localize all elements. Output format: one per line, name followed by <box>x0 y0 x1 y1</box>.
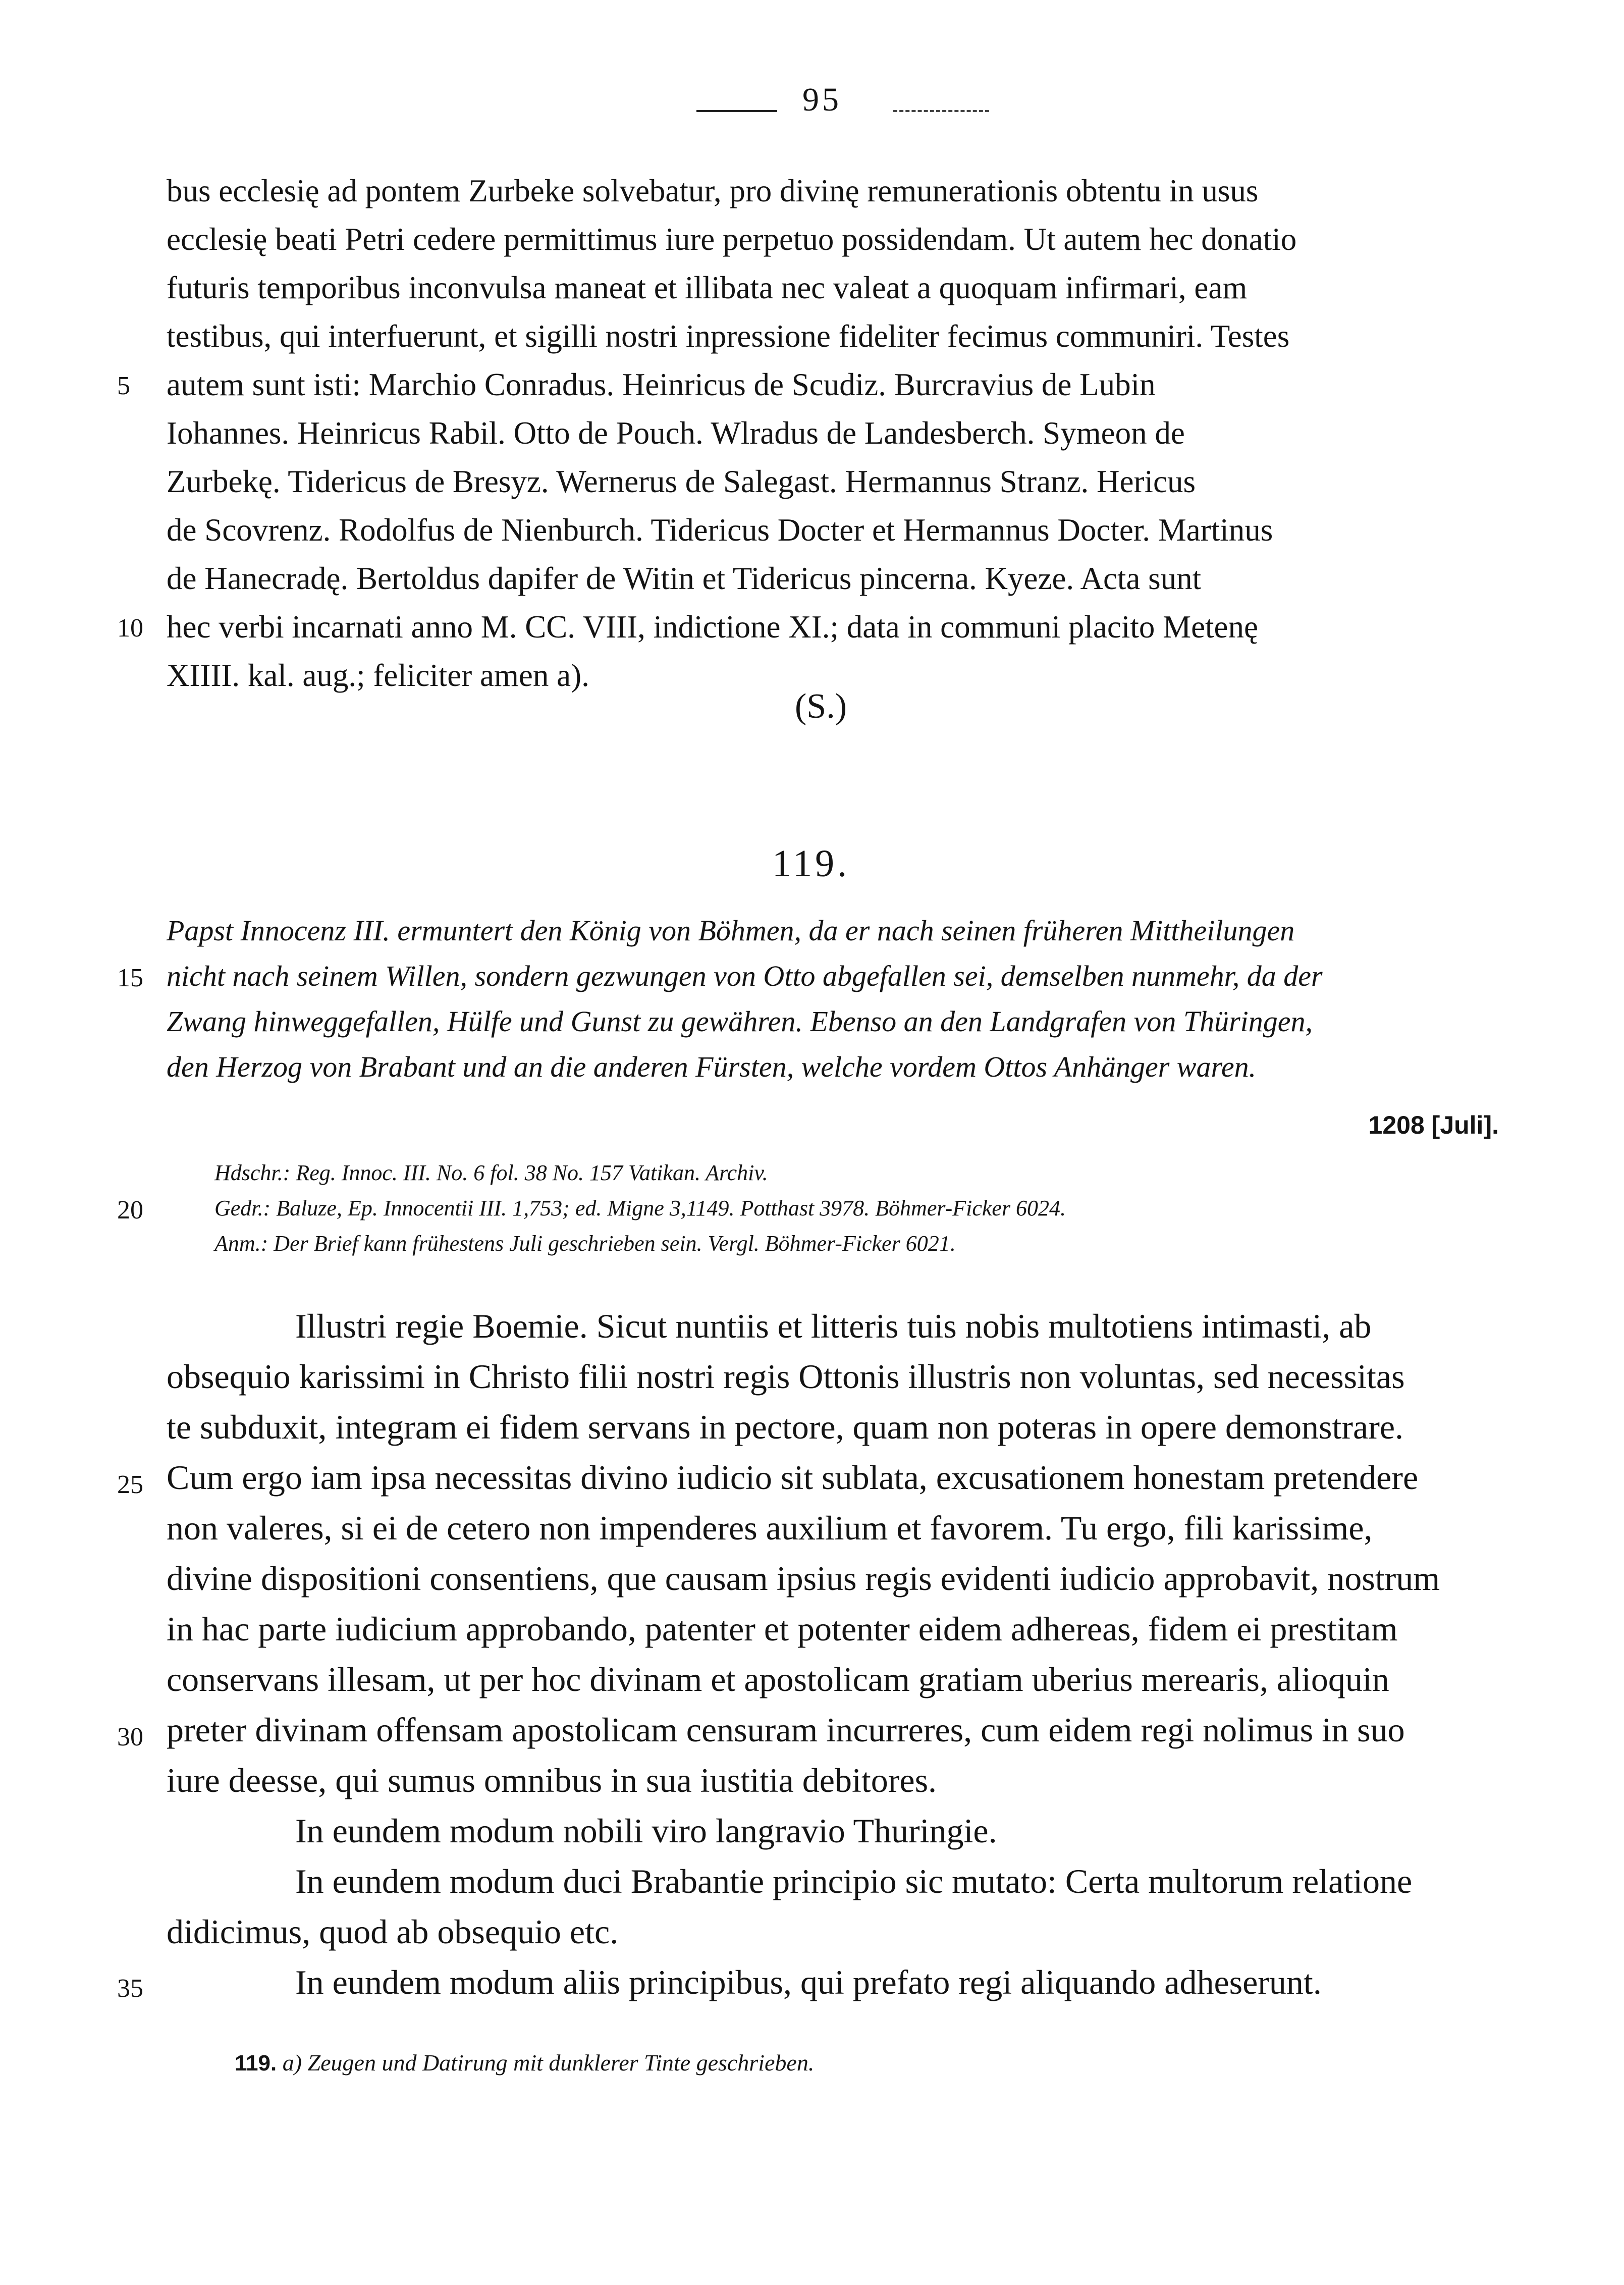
line-number: 5 <box>117 371 130 400</box>
continuation-line: bus ecclesię ad pontem Zurbeke solvebatur, pro divinę remunerationis obtentu in usus <box>167 173 1259 208</box>
header-rule-left <box>696 110 777 112</box>
line-number: 20 <box>117 1196 143 1225</box>
body-line: in hac parte iudicium approbando, patenter et potenter eidem adhereas, fidem ei prestitam <box>167 1610 1398 1648</box>
body-line: preter divinam offensam apostolicam censuram incurreres, cum eidem regi nolimus in suo <box>167 1711 1405 1749</box>
body-line: Illustri regie Boemie. Sicut nuntiis et litteris tuis nobis multotiens intimasti, ab <box>295 1307 1372 1345</box>
source-line: Anm.: Der Brief kann frühestens Juli geschrieben sein. Vergl. Böhmer-Ficker 6021. <box>214 1231 956 1256</box>
continuation-line: autem sunt isti: Marchio Conradus. Heinricus de Scudiz. Burcravius de Lubin <box>167 367 1156 402</box>
document-date: 1208 [Juli]. <box>1368 1111 1499 1139</box>
body-line: divine dispositioni consentiens, que causam ipsius regis evidenti iudicio approbavit, nostrum <box>167 1559 1440 1598</box>
page-header <box>0 81 1624 136</box>
body-line: In eundem modum aliis principibus, qui prefato regi aliquando adheserunt. <box>295 1963 1322 2001</box>
body-line: In eundem modum nobili viro langravio Thuringie. <box>295 1812 997 1850</box>
regest-line: Papst Innocenz III. ermuntert den König von Böhmen, da er nach seinen früheren Mittheilungen <box>167 914 1295 947</box>
continuation-line: ecclesię beati Petri cedere permittimus iure perpetuo possidendam. Ut autem hec donatio <box>167 222 1297 257</box>
footnote-text: a) Zeugen und Datirung mit dunklerer Tinte geschrieben. <box>282 2050 815 2076</box>
footnote-number: 119. <box>235 2051 277 2076</box>
header-rule-right <box>893 110 989 112</box>
continuation-line: de Scovrenz. Rodolfus de Nienburch. Tidericus Docter et Hermannus Docter. Martinus <box>167 512 1273 548</box>
body-line: In eundem modum duci Brabantie principio sic mutato: Certa multorum relatione <box>295 1862 1413 1900</box>
regest-line: nicht nach seinem Willen, sondern gezwungen von Otto abgefallen sei, demselben nunmehr, da der <box>167 960 1323 992</box>
line-number: 15 <box>117 964 143 992</box>
source-line: Hdschr.: Reg. Innoc. III. No. 6 fol. 38 No. 157 Vatikan. Archiv. <box>214 1160 768 1185</box>
line-number: 10 <box>117 614 143 643</box>
continuation-line: testibus, qui interfuerunt, et sigilli nostri inpressione fideliter fecimus communiri. Testes <box>167 318 1290 354</box>
document-number: 119. <box>772 842 850 885</box>
body-line: non valeres, si ei de cetero non impenderes auxilium et favorem. Tu ergo, fili karissime, <box>167 1509 1373 1547</box>
continuation-line: XIIII. kal. aug.; feliciter amen a). <box>167 658 589 693</box>
line-number: 35 <box>117 1974 143 2003</box>
line-number: 25 <box>117 1470 143 1499</box>
continuation-line: Zurbekę. Tidericus de Bresyz. Wernerus de Salegast. Hermannus Stranz. Hericus <box>167 464 1196 499</box>
body-line: conservans illesam, ut per hoc divinam et apostolicam gratiam uberius merearis, alioquin <box>167 1660 1389 1698</box>
continuation-line: Iohannes. Heinricus Rabil. Otto de Pouch. Wlradus de Landesberch. Symeon de <box>167 415 1185 451</box>
body-line: didicimus, quod ab obsequio etc. <box>167 1912 619 1951</box>
footnote <box>235 2049 814 2076</box>
continuation-line: hec verbi incarnati anno M. CC. VIII, indictione XI.; data in communi placito Metenę <box>167 609 1258 645</box>
body-line: Cum ergo iam ipsa necessitas divino iudicio sit sublata, excusationem honestam pretendere <box>167 1458 1419 1497</box>
page-number: 95 <box>802 81 842 118</box>
body-line: te subduxit, integram ei fidem servans in pectore, quam non poteras in opere demonstrare. <box>167 1408 1404 1446</box>
body-line: obsequio karissimi in Christo filii nostri regis Ottonis illustris non voluntas, sed necessitas <box>167 1357 1405 1396</box>
regest-line: Zwang hinweggefallen, Hülfe und Gunst zu gewähren. Ebenso an den Landgrafen von Thüringen, <box>167 1005 1313 1038</box>
line-number: 30 <box>117 1723 143 1751</box>
continuation-line: futuris temporibus inconvulsa maneat et illibata nec valeat a quoquam infirmari, eam <box>167 270 1248 305</box>
regest-line: den Herzog von Brabant und an die anderen Fürsten, welche vordem Ottos Anhänger waren. <box>167 1050 1257 1083</box>
seal-mark: (S.) <box>795 687 847 726</box>
body-line: iure deesse, qui sumus omnibus in sua iustitia debitores. <box>167 1761 937 1799</box>
continuation-line: de Hanecradę. Bertoldus dapifer de Witin et Tidericus pincerna. Kyeze. Acta sunt <box>167 561 1202 596</box>
source-line: Gedr.: Baluze, Ep. Innocentii III. 1,753; ed. Migne 3,1149. Potthast 3978. Böhmer-Ficker 6024. <box>214 1196 1066 1220</box>
